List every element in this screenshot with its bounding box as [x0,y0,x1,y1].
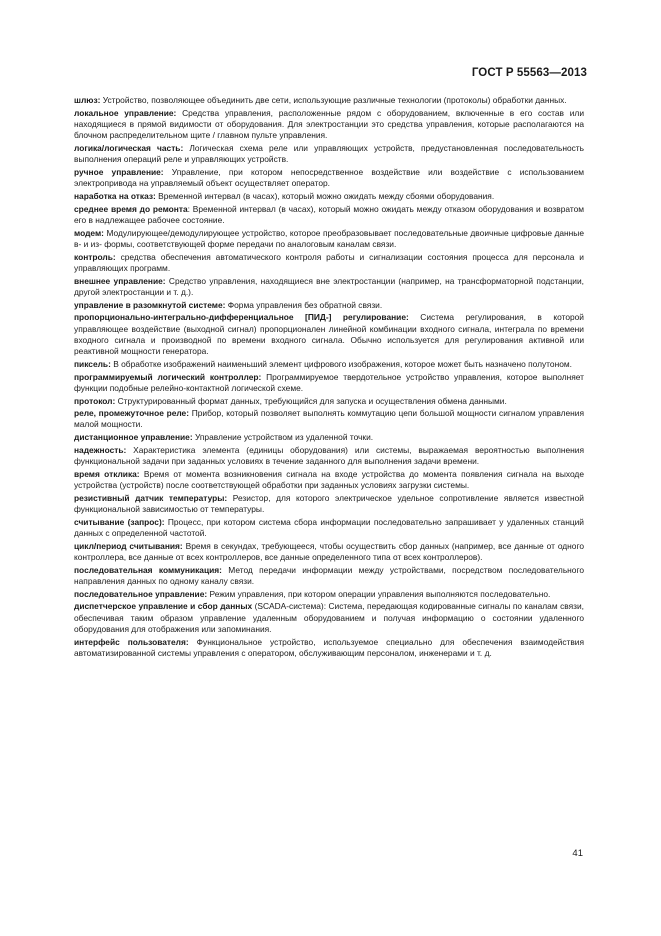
definition-entry [74,517,584,540]
definition-entry [74,408,584,431]
definition-term: протокол: [74,395,116,406]
definition-entry [74,396,584,407]
definition-text: Резистор, для которого электрическое удельное сопротивление является известной функциональной зависимостью от температуры. [74,492,584,515]
definition-text: Процесс, при котором система сбора информации последовательно запрашивает у удаленных станций данных с определенной частотой. [74,516,584,539]
definition-entry [74,108,584,142]
definition-term: дистанционное управление: [74,432,193,443]
definition-text: Характеристика элемента (единицы оборудования) или системы, выражаемая вероятностью выполнения функциональной задачи при заданных условиях в течение заданного для выполнения задачи времени. [74,444,584,467]
definition-text: Средства управления, расположенные рядом с оборудованием, включенные в его состав или находящиеся в прямой видимости от оборудования. Для электростанции это средства управления, которые располагаются на блочном распределительном щите / главном пульте управления. [74,107,584,141]
definition-term: программируемый логический контроллер: [74,371,262,382]
definition-text: В обработке изображений наименьший элемент цифрового изображения, которое может быть назначено полутоном. [110,358,572,369]
definition-term: логика/логическая часть: [74,142,184,153]
definition-entry [74,432,584,443]
definition-text: Метод передачи информации между устройствами, посредством последовательного направления данных по одному каналу связи. [74,564,584,587]
definition-term: время отклика: [74,468,140,479]
definition-entry [74,167,584,190]
definition-text: Система регулирования, в которой управляющее воздействие (выходной сигнал) пропорционален линейной комбинации входного сигнала, интеграла по времени входного сигнала и производной по времени входного сигнала. Обычно используется для регулирования активной или реактивной мощности генератора. [74,312,584,357]
definition-term: контроль: [74,251,116,262]
definition-term: надежность: [74,444,127,455]
definition-text: Структурированный формат данных, требующийся для запуска и осуществления обмена данными. [115,395,507,406]
definition-term: среднее время до ремонта [74,203,188,214]
definition-term: реле, промежуточное реле: [74,408,190,419]
definition-entry [74,252,584,275]
definition-text: Логическая схема реле или управляющих устройств, предустановленная последовательность выполнения операций реле и управляющих устройств. [74,142,584,165]
definition-entry [74,359,584,370]
definition-term: шлюз: [74,95,101,105]
definition-text: Форма управления без обратной связи. [225,299,383,310]
definition-term: наработка на отказ: [74,190,156,201]
definition-entry [74,541,584,564]
definition-text: Средство управления, находящиеся вне электростанции (например, на трансформаторной подстанции, другой электростанции и т. д.). [74,275,584,297]
definition-entry [74,276,584,299]
definition-text: Временной интервал (в часах), который можно ожидать между сбоями оборудования. [155,190,495,201]
definition-term: цикл/период считывания: [74,540,183,551]
definition-entry [74,565,584,588]
definition-text: Модулирующее/демодулирующее устройство, которое преобразовывает последовательные двоичные цифровые данные в- и из- формы, соответствующей форме передачи по аналоговым каналам связи. [74,227,584,249]
definition-entry [74,312,584,357]
definition-term: внешнее управление: [74,275,166,286]
definition-text: Функциональное устройство, используемое специально для обеспечения взаимодействия автоматизированной системы управления с оператором, обслуживающим персоналом, инженерами и т. д. [74,636,585,659]
definition-term: резистивный датчик температуры: [74,492,228,503]
definition-entry [74,191,584,202]
definition-text: Управление устройством из удаленной точки. [192,432,374,443]
definition-term: последовательная коммуникация: [74,564,222,575]
page-number: 41 [572,848,583,859]
definition-entry [74,300,584,311]
definition-entry [74,469,584,492]
definition-entry [74,204,584,227]
definition-term: диспетчерское управление и сбор данных [74,601,253,612]
definition-term: последовательное управление: [74,588,208,599]
definition-term: пропорционально-интегрально-дифференциальное [ПИД-] регулирование: [74,312,409,323]
definition-entry [74,143,584,166]
definition-text: Управление, при котором непосредственное воздействие или воздействие с использованием электропривода на управляемый объект осуществляет оператор. [74,166,584,189]
definition-text: Устройство, позволяющее объединить две сети, использующие различные технологии (протоколы) обработки данных. [100,95,567,105]
definition-term: локальное управление: [74,107,177,118]
document-header: ГОСТ Р 55563—2013 [471,67,587,79]
definitions-list [74,95,584,661]
definition-entry [74,637,584,660]
definition-term: управление в разомкнутой системе: [74,299,226,310]
definition-text: Время от момента возникновения сигнала на входе устройства до момента появления сигнала на выходе устройства (устройств) после соответствующей обработки при заданных условиях загрузки системы. [74,468,584,491]
definition-entry [74,601,584,635]
definition-entry [74,493,584,516]
definition-entry [74,589,584,600]
definition-entry [74,372,584,395]
definition-text: : Временной интервал (в часах), который можно ожидать между отказом оборудования и возвратом его в надлежащее рабочее состояние. [74,203,585,225]
definition-term: считывание (запрос): [74,516,165,527]
definition-text: Время в секундах, требующееся, чтобы осуществить сбор данных (например, все данные от одного контроллера, все данные от всех контроллеров, все данные определенного типа от всех контроллеров). [74,540,584,563]
definition-term: модем: [74,227,104,238]
definition-text: Прибор, который позволяет выполнять коммутацию цепи большой мощности сигналом управления малой мощности. [74,408,585,430]
definition-text: Режим управления, при котором операции управления выполняются последовательно. [207,588,551,599]
definition-text: (SCADA-система): Система, передающая кодированные сигналы по каналам связи, обеспечивая таким образом управление удаленным оборудованием и получая информацию о состоянии удаленного оборудования для отображения или запоминания. [74,601,584,635]
definition-entry [74,228,584,251]
definition-text: Программируемое твердотельное устройство управления, которое выполняет функции подобные релейно-контактной логической схеме. [74,371,584,393]
definition-term: интерфейс пользователя: [74,636,189,647]
definition-entry [74,445,584,468]
definition-term: пиксель: [74,358,111,369]
definition-entry [74,95,584,106]
definition-text: средства обеспечения автоматического контроля работы и сигнализации состояния процесса для персонала и управляющих программ. [74,251,584,273]
definition-term: ручное управление: [74,166,164,177]
